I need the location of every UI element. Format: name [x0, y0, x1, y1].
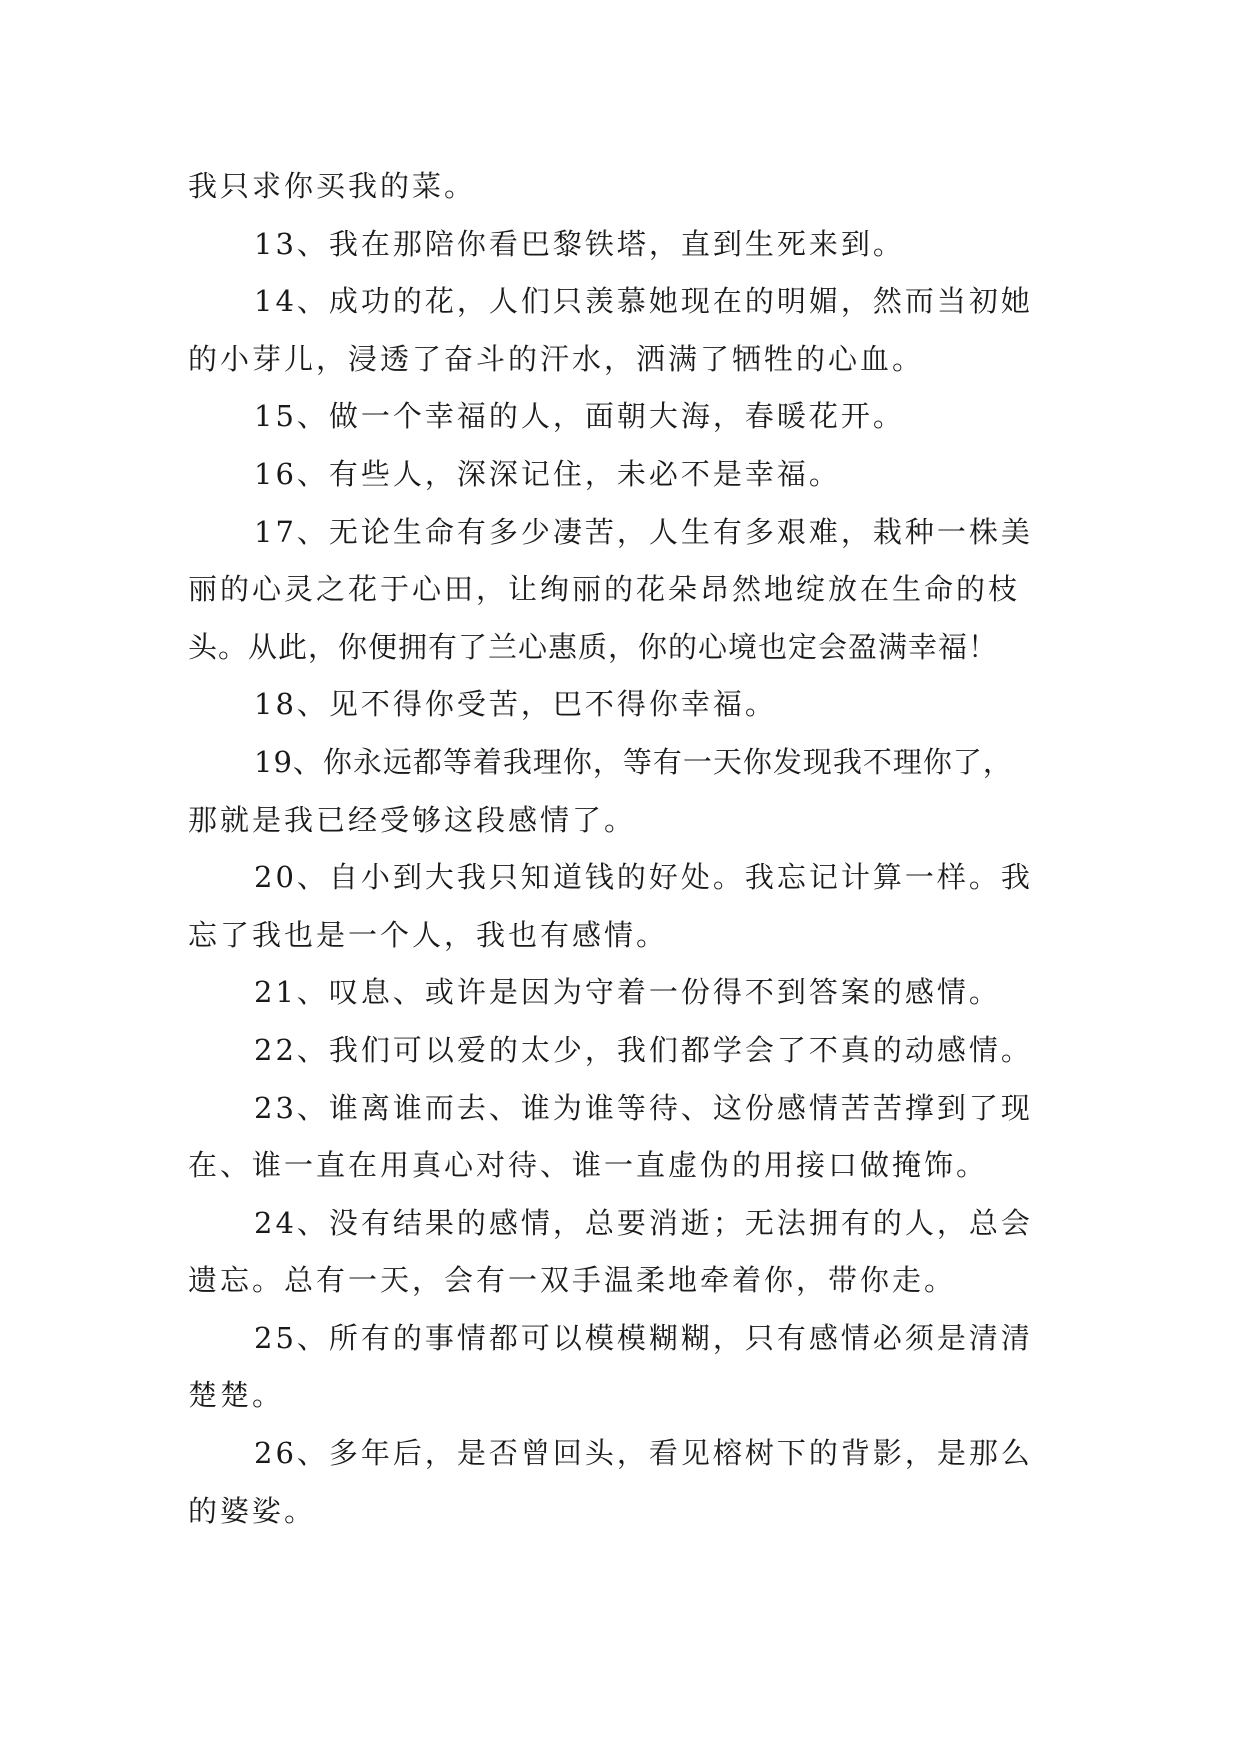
text-line-item-24: 24、没有结果的感情，总要消逝；无法拥有的人，总会	[254, 1205, 1033, 1240]
text-line: 我只求你买我的菜。	[188, 169, 477, 203]
text-line-item-22: 22、我们可以爱的太少，我们都学会了不真的动感情。	[254, 1032, 1033, 1067]
text-line-item-16: 16、有些人，深深记住，未必不是幸福。	[254, 456, 841, 491]
text-line: 头。从此，你便拥有了兰心惠质，你的心境也定会盈满幸福！	[188, 629, 999, 664]
text-line: 丽的心灵之花于心田，让绚丽的花朵昂然地绽放在生命的枝	[188, 572, 1021, 607]
text-line-item-19: 19、你永远都等着我理你，等有一天你发现我不理你了，	[254, 744, 1013, 779]
text-line-item-13: 13、我在那陪你看巴黎铁塔，直到生死来到。	[254, 226, 905, 261]
text-line-item-21: 21、叹息、或许是因为守着一份得不到答案的感情。	[254, 975, 1001, 1010]
text-line-item-14: 14、成功的花，人们只羡慕她现在的明媚，然而当初她	[254, 284, 1033, 319]
text-line: 在、谁一直在用真心对待、谁一直虚伪的用接口做掩饰。	[188, 1148, 989, 1183]
text-line-item-20: 20、自小到大我只知道钱的好处。我忘记计算一样。我	[254, 860, 1033, 895]
text-line-item-18: 18、见不得你受苦，巴不得你幸福。	[254, 687, 777, 722]
text-line-item-15: 15、做一个幸福的人，面朝大海，春暖花开。	[254, 399, 905, 434]
text-line-item-26: 26、多年后，是否曾回头，看见榕树下的背影，是那么	[254, 1436, 1033, 1471]
text-line: 忘了我也是一个人，我也有感情。	[188, 917, 669, 952]
text-line: 那就是我已经受够这段感情了。	[188, 802, 637, 837]
document-body	[188, 158, 1068, 1540]
text-line: 遗忘。总有一天，会有一双手温柔地牵着你，带你走。	[188, 1263, 957, 1298]
text-line-item-23: 23、谁离谁而去、谁为谁等待、这份感情苦苦撑到了现	[254, 1090, 1033, 1125]
text-line: 楚楚。	[188, 1378, 285, 1413]
text-line-item-17: 17、无论生命有多少凄苦，人生有多艰难，栽种一株美	[254, 514, 1033, 549]
text-line-item-25: 25、所有的事情都可以模模糊糊，只有感情必须是清清	[254, 1320, 1033, 1355]
text-line: 的婆娑。	[188, 1493, 317, 1528]
text-line: 的小芽儿，浸透了奋斗的汗水，洒满了牺牲的心血。	[188, 341, 925, 376]
